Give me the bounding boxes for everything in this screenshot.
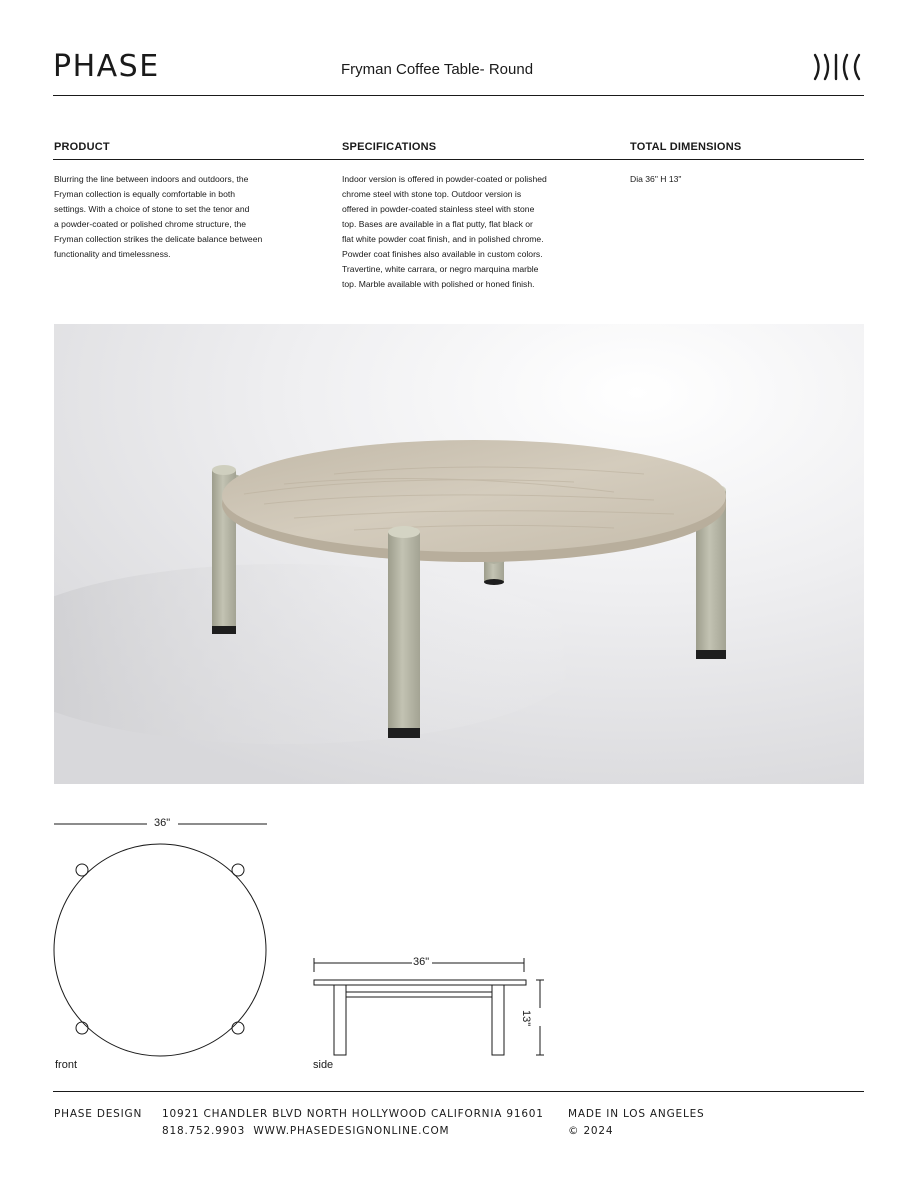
text-line: offered in powder-coated stainless steel with stone	[342, 204, 535, 214]
total-dimensions-heading: TOTAL DIMENSIONS	[630, 141, 742, 153]
footer-contact: 818.752.9903 WWW.PHASEDESIGNONLINE.COM	[162, 1125, 450, 1137]
header-rule	[53, 95, 864, 96]
document-title: Fryman Coffee Table- Round	[341, 61, 534, 78]
columns-rule	[53, 159, 864, 160]
specifications-description	[342, 172, 602, 292]
text-line: a powder-coated or polished chrome structure, the	[54, 219, 247, 229]
text-line: flat white powder coat finish, and in polished chrome.	[342, 234, 544, 244]
side-height-label: 13"	[520, 1010, 532, 1027]
text-line: Blurring the line between indoors and outdoors, the	[54, 174, 249, 184]
footer-address: 10921 CHANDLER BLVD NORTH HOLLYWOOD CALIFORNIA 91601	[162, 1108, 544, 1120]
text-line: Travertine, white carrara, or negro marquina marble	[342, 264, 539, 274]
front-view-drawing	[50, 812, 280, 1066]
specifications-heading: SPECIFICATIONS	[342, 141, 437, 153]
side-width-label: 36"	[413, 956, 430, 968]
text-line: Indoor version is offered in powder-coated or polished	[342, 174, 547, 184]
text-line: top. Marble available with polished or honed finish.	[342, 279, 535, 289]
total-dimensions-value: Dia 36" H 13"	[630, 174, 682, 184]
product-photo	[54, 324, 864, 784]
text-line: Fryman collection is equally comfortable in both	[54, 189, 236, 199]
footer-rule	[53, 1091, 864, 1092]
text-line: Powder coat finishes also available in custom colors.	[342, 249, 543, 259]
footer-origin: MADE IN LOS ANGELES	[568, 1108, 705, 1120]
text-line: top. Bases are available in a flat putty, flat black or	[342, 219, 533, 229]
text-line: chrome steel with stone top. Outdoor version is	[342, 189, 522, 199]
brand-wordmark: PHASE	[53, 49, 160, 84]
front-caption: front	[55, 1059, 78, 1071]
side-view-drawing	[308, 954, 558, 1064]
footer-company: PHASE DESIGN	[54, 1108, 143, 1120]
front-width-label: 36"	[154, 817, 171, 829]
product-heading: PRODUCT	[54, 141, 110, 153]
product-description	[54, 172, 314, 262]
text-line: functionality and timelessness.	[54, 249, 171, 259]
footer-copyright: © 2024	[568, 1125, 614, 1137]
text-line: settings. With a choice of stone to set the tenor and	[54, 204, 250, 214]
phase-wave-icon	[812, 52, 866, 82]
coffee-table-render	[54, 324, 864, 784]
text-line: Fryman collection strikes the delicate balance between	[54, 234, 263, 244]
side-caption: side	[313, 1059, 334, 1071]
